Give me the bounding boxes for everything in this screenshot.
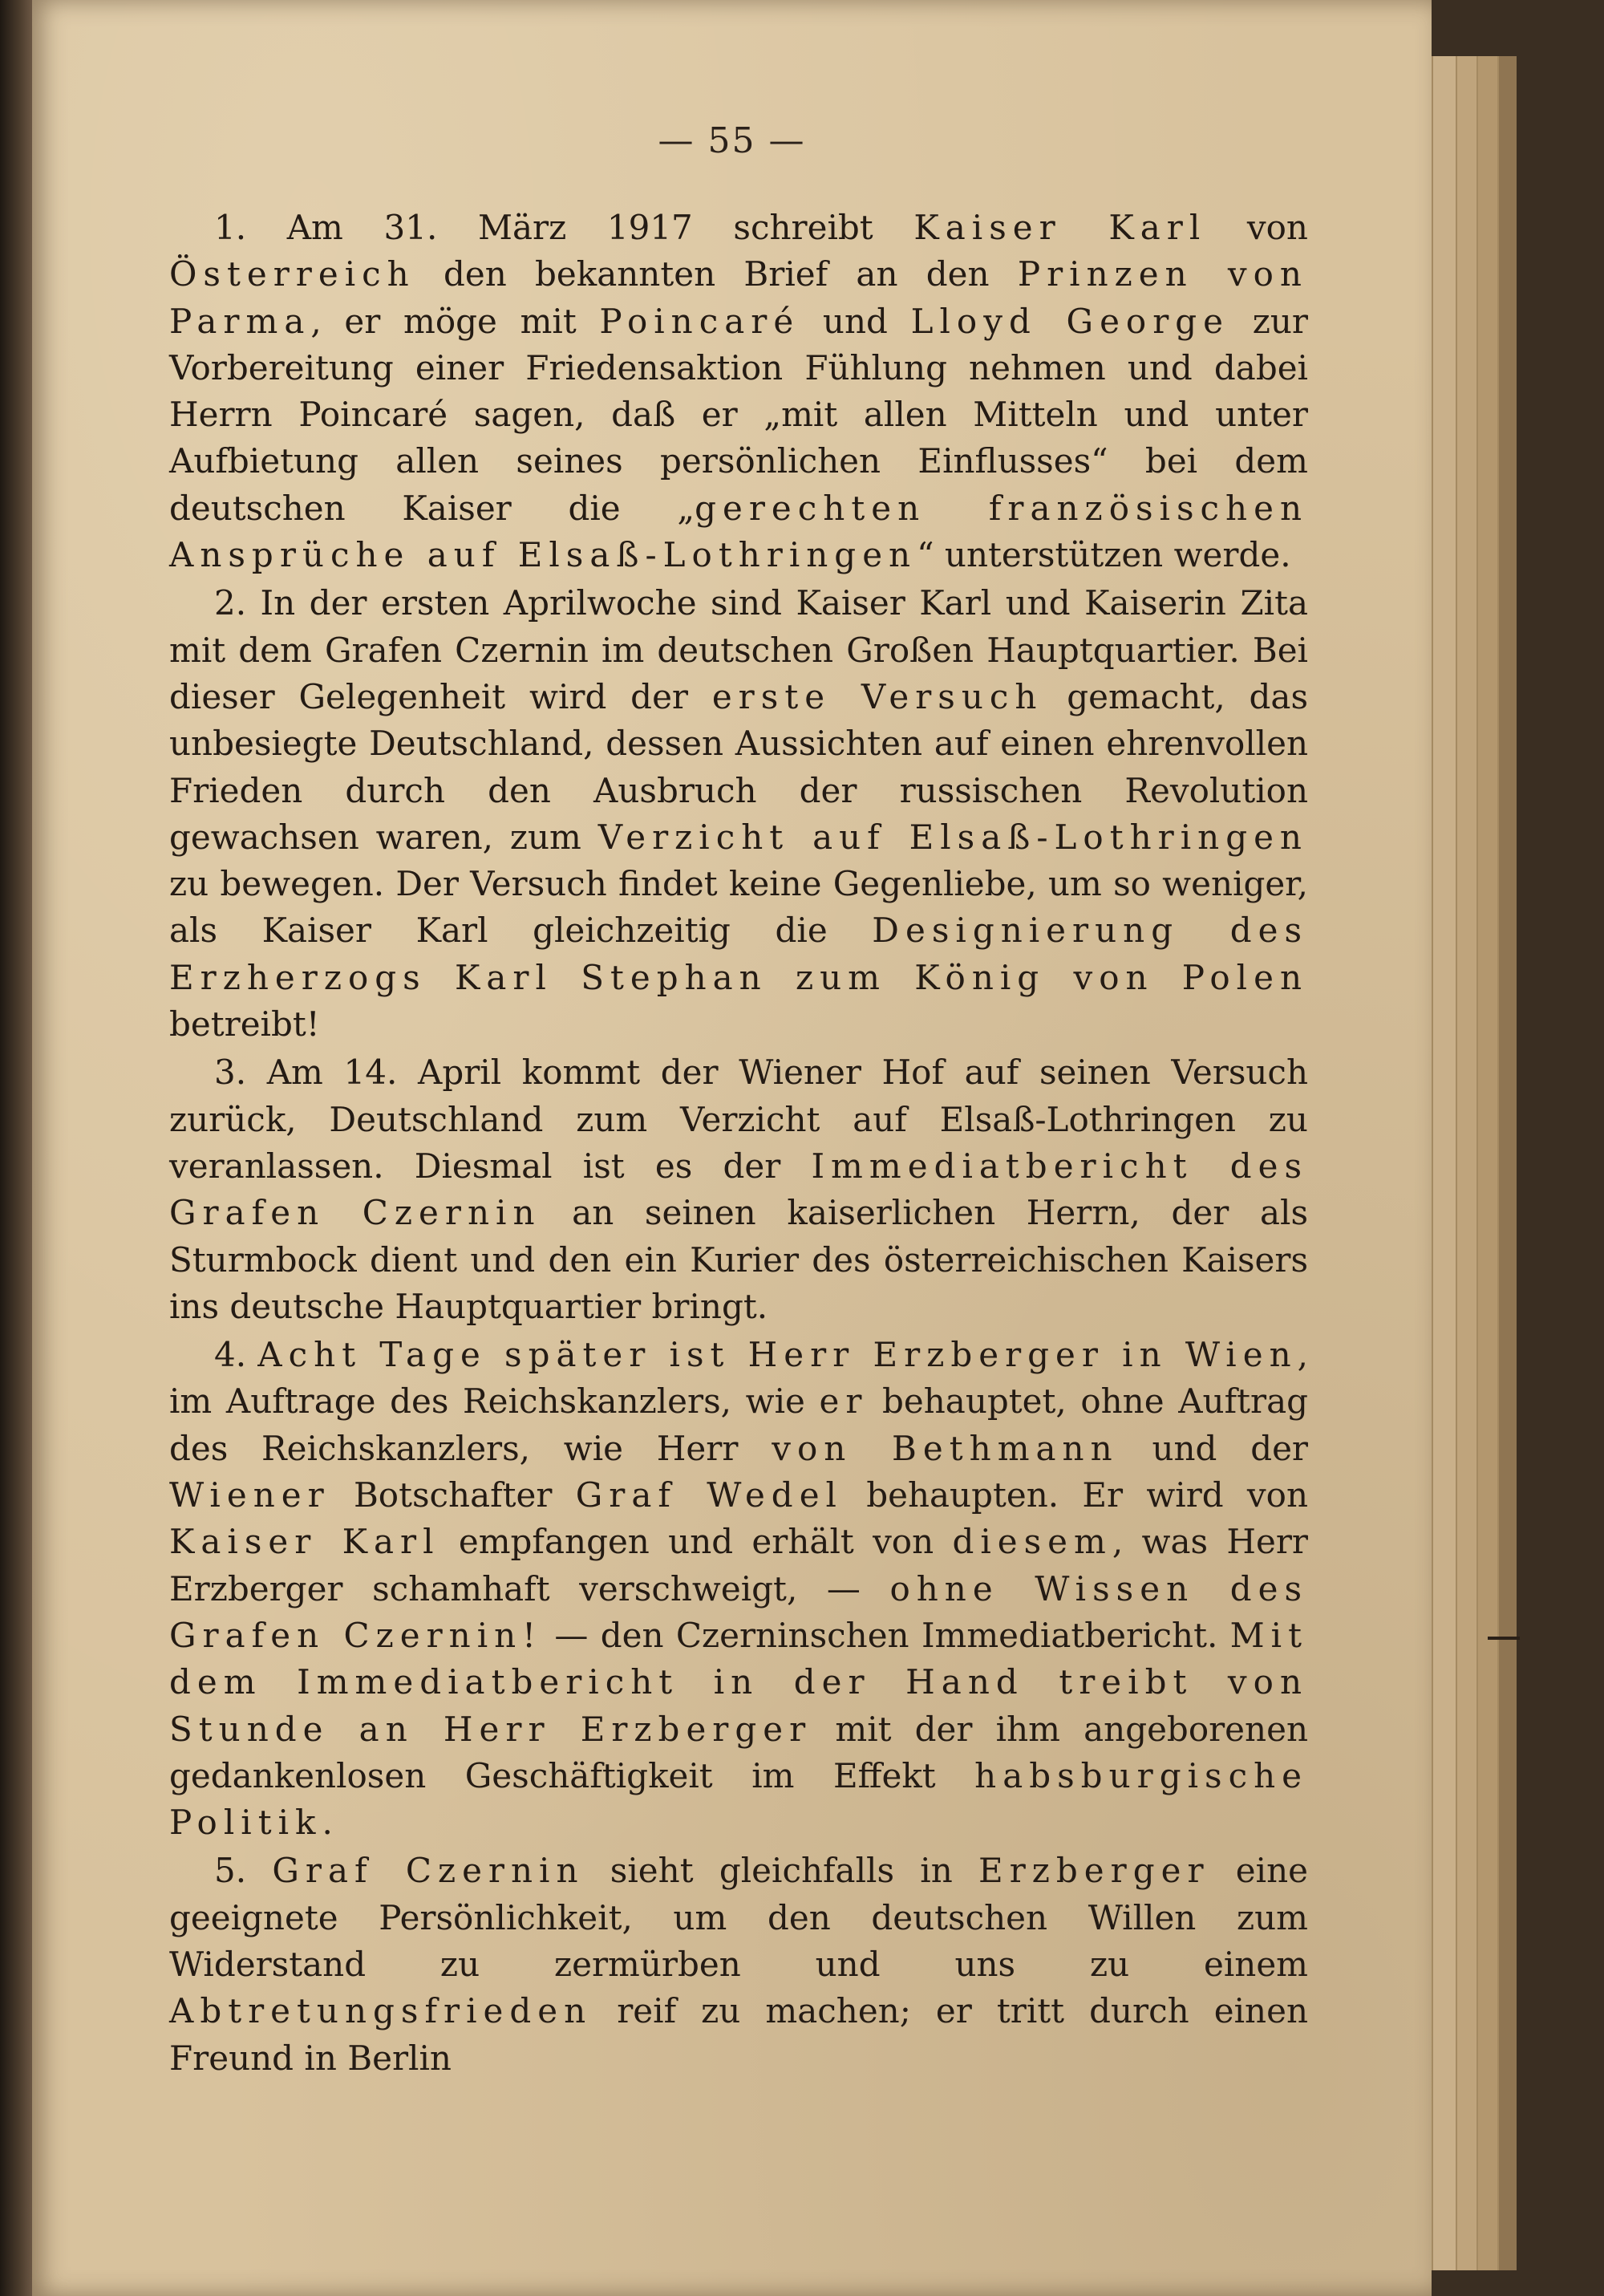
emphasized-text: Verzicht auf Elsaß-Lothringen <box>597 817 1308 857</box>
emphasized-text: Erzberger <box>978 1851 1210 1891</box>
emphasized-text: Designierung des Erzherzogs Karl Stephan zum König von Polen <box>169 911 1308 997</box>
emphasized-text: Acht Tage später ist Herr Erzberger in Wien <box>257 1335 1298 1375</box>
text-run: reif zu machen; er tritt durch einen Freund in Berlin <box>169 1991 1308 2078</box>
emphasized-text: Graf Wedel <box>575 1475 843 1515</box>
book-page <box>32 0 1432 2296</box>
emphasized-text: ohne Wissen des Grafen Czernin! <box>169 1568 1308 1655</box>
text-run: — den Czerninschen Immediatbericht. <box>542 1615 1230 1655</box>
text-run: 1. Am 31. März 1917 schreibt <box>214 208 914 247</box>
text-run: empfangen und erhält von <box>439 1522 953 1562</box>
page-edge-mark <box>1488 1637 1520 1640</box>
emphasized-text: er <box>819 1381 869 1422</box>
paragraph <box>169 205 1308 578</box>
page-edge <box>1456 56 1478 2270</box>
text-run: den bekannten Brief an den <box>415 254 1018 294</box>
emphasized-text: Poincaré <box>599 301 800 341</box>
paragraph <box>169 580 1308 1048</box>
background <box>1517 56 1604 2270</box>
text-run: 5. <box>214 1851 273 1891</box>
text-run: und der <box>1118 1428 1309 1468</box>
emphasized-text: Kaiser Karl <box>913 208 1207 247</box>
text-run: behaupten. Er wird von <box>842 1475 1308 1515</box>
text-run: behauptet, ohne Auftrag des Reichskanzlers, wie Herr <box>169 1381 1309 1468</box>
text-run: zur Vorbereitung einer Friedensaktion Fühlung nehmen und dabei Herrn Poincaré sagen, daß er „mit allen Mitteln und unter Aufbietung allen seines persönlichen Einflusses“ bei dem deutschen Kaiser die „ <box>169 301 1308 528</box>
text-run: eine geeignete Persönlichkeit, um den deutschen Willen zum Widerstand zu zermürben und uns zu einem <box>169 1851 1308 1984</box>
text-run: von <box>1206 208 1308 247</box>
text-run: . <box>322 1803 333 1843</box>
text-run: und <box>800 301 911 341</box>
emphasized-text: gerechten französischen Ansprüche auf Elsaß-Lothringen <box>169 488 1308 575</box>
page-edge <box>1497 56 1518 2270</box>
paragraph <box>169 1848 1308 2081</box>
text-run: “ unterstützen werde. <box>917 535 1291 575</box>
text-run: mit der ihm angeborenen gedankenlosen Geschäftigkeit im Effekt <box>169 1709 1308 1795</box>
text-run: , er möge mit <box>310 301 600 341</box>
page-number: — 55 — <box>658 120 806 161</box>
book-gutter <box>0 0 32 2296</box>
emphasized-text: Wiener <box>169 1475 330 1515</box>
emphasized-text: Österreich <box>169 254 415 294</box>
paragraph <box>169 1332 1308 1846</box>
text-run: Botschafter <box>330 1475 576 1515</box>
text-run: zu bewegen. Der Versuch findet keine Gegenliebe, um so weniger, als Kaiser Karl gleichzeitig die <box>169 864 1308 951</box>
emphasized-text: Abtretungsfrieden <box>169 1991 593 2031</box>
text-run: sieht gleichfalls in <box>584 1851 979 1891</box>
emphasized-text: Lloyd George <box>910 301 1230 341</box>
emphasized-text: erste Versuch <box>711 676 1043 716</box>
text-run: , im Auftrage des Reichskanzlers, wie <box>169 1335 1308 1422</box>
text-run: betreibt! <box>169 1004 320 1045</box>
page-edge <box>1476 56 1499 2270</box>
body-text <box>169 205 1308 2082</box>
text-run: 2. In der ersten Aprilwoche sind Kaiser Karl und Kaiserin Zita mit dem Grafen Czernin im deutschen Großen Hauptquartier. Bei dieser Gelegenheit wird der <box>169 583 1308 716</box>
text-run: 3. Am 14. April kommt der Wiener Hof auf seinen Versuch zurück, Deutschland zum Verzicht auf Elsaß-Lothringen zu veranlassen. Diesmal ist es der <box>169 1053 1308 1186</box>
emphasized-text: diesem <box>952 1522 1112 1562</box>
text-run: 4. <box>214 1335 258 1375</box>
emphasized-text: Graf Czernin <box>272 1851 585 1891</box>
paragraph <box>169 1049 1308 1330</box>
emphasized-text: Mit dem Immediatbericht in der Hand treibt von Stunde an Herr Erzberger <box>169 1615 1308 1749</box>
emphasized-text: Prinzen von Parma <box>169 254 1308 341</box>
text-run: gemacht, das unbesiegte Deutschland, dessen Aussichten auf einen ehrenvollen Frieden durch den Ausbruch der russischen Revolution gewachsen waren, zum <box>169 676 1309 857</box>
emphasized-text: habsburgische Politik <box>169 1755 1308 1843</box>
text-run: an seinen kaiserlichen Herrn, der als Sturmbock dient und den ein Kurier des österreichischen Kaisers ins deutsche Hauptquartier bringt. <box>169 1193 1309 1326</box>
emphasized-text: Kaiser Karl <box>169 1522 440 1562</box>
text-run: , was Herr Erzberger schamhaft verschweigt, — <box>169 1522 1308 1608</box>
emphasized-text: Immediatbericht des Grafen Czernin <box>169 1146 1308 1233</box>
page-edge <box>1432 56 1457 2270</box>
emphasized-text: von Bethmann <box>772 1428 1119 1468</box>
